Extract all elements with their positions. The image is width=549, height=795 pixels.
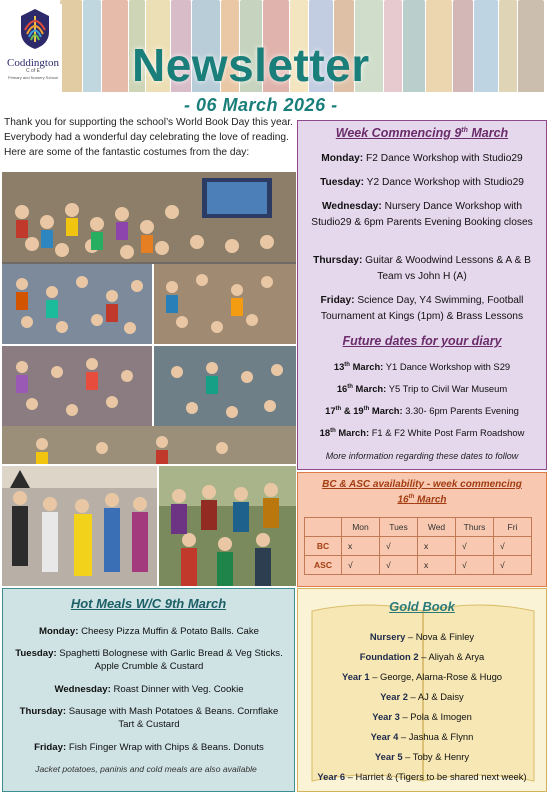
meal-item-tuesday: Tuesday: Spaghetti Bolognese with Garlic Bread & Veg Sticks. Apple Crumble & Custard <box>15 648 283 673</box>
gold-book-entry: Year 2 – AJ & Daisy <box>380 691 464 702</box>
week-item-monday: Monday: F2 Dance Workshop with Studio29 <box>321 153 523 164</box>
week-item-thursday: Thursday: Guitar & Woodwind Lessons & A & B Team vs John H (A) <box>313 255 531 282</box>
table-cell: √ <box>456 537 494 556</box>
future-date-item: 18th March: F1 & F2 White Post Farm Roadshow <box>319 427 525 438</box>
table-header: Tues <box>380 518 418 537</box>
table-header: Wed <box>418 518 456 537</box>
row-label: BC <box>305 537 342 556</box>
costume-photo-3 <box>159 466 296 586</box>
meal-item-monday: Monday: Cheesy Pizza Muffin & Potato Balls. Cake <box>38 626 260 637</box>
gold-book-entry: Year 1 – George, Alarna-Rose & Hugo <box>341 671 502 682</box>
meal-item-thursday: Thursday: Sausage with Mash Potatoes & Beans. Cornflake Tart & Custard <box>19 706 279 731</box>
page-title: Newsletter <box>132 39 370 91</box>
asc-title: BC & ASC availability - week commencing 16th March <box>322 479 522 506</box>
gold-book-entry: Year 6 – Harriet & (Tigers to be shared next week) <box>317 771 527 782</box>
costume-photo-collage <box>2 172 296 586</box>
future-date-item: 16th March: Y5 Trip to Civil War Museum <box>336 383 508 394</box>
table-header: Fri <box>494 518 532 537</box>
gold-book-entry: Year 3 – Pola & Imogen <box>372 711 472 722</box>
newsletter-header <box>0 0 549 92</box>
meals-title: Hot Meals W/C 9th March <box>70 596 227 611</box>
newsletter-date: - 06 March 2026 - <box>184 95 338 115</box>
costume-photo-1 <box>2 172 296 464</box>
future-dates-title: Future dates for your diary <box>342 334 502 348</box>
meal-item-friday: Friday: Fish Finger Wrap with Chips & Beans. Donuts <box>34 742 264 753</box>
row-label: ASC <box>305 556 342 575</box>
table-cell: x <box>342 537 380 556</box>
hot-meals-panel <box>2 588 295 792</box>
table-cell: √ <box>494 556 532 575</box>
gold-book-entry: Foundation 2 – Aliyah & Arya <box>359 651 485 662</box>
gold-book-title: Gold Book <box>389 599 455 614</box>
table-cell: x <box>418 537 456 556</box>
costume-photo-2 <box>2 466 157 586</box>
asc-table <box>304 517 532 575</box>
intro-text: Thank you for supporting the school’s World Book Day this year. Everybody had a wonderful day celebrating the love of reading. Here are some of the fantastic costumes from the day: <box>4 117 293 158</box>
table-cell: √ <box>380 537 418 556</box>
school-name: Coddington <box>7 57 59 69</box>
week-item-friday: Friday: Science Day, Y4 Swimming, Football Tournament at Kings (1pm) & Brass Lessons <box>320 295 524 322</box>
gold-book-entry: Year 5 – Toby & Henry <box>374 751 470 762</box>
future-dates-note: More information regarding these dates to follow <box>325 451 519 461</box>
gold-book-entry: Nursery – Nova & Finley <box>369 631 475 642</box>
table-cell: √ <box>456 556 494 575</box>
meal-item-wednesday: Wednesday: Roast Dinner with Veg. Cookie <box>54 684 244 695</box>
table-row <box>305 537 532 556</box>
table-cell: √ <box>380 556 418 575</box>
gold-book-entry: Year 4 – Jashua & Flynn <box>370 731 474 742</box>
school-sub: C of E <box>26 68 40 74</box>
table-corner <box>305 518 342 537</box>
bc-asc-availability-panel <box>297 472 547 587</box>
future-date-item: 17th & 19th March: 3.30- 6pm Parents Evening <box>325 405 519 416</box>
table-header: Mon <box>342 518 380 537</box>
school-tagline: Primary and Nursery School <box>7 75 59 80</box>
school-crest-icon <box>20 8 50 50</box>
school-logo <box>2 4 62 92</box>
meals-note: Jacket potatoes, paninis and cold meals are also available <box>35 764 257 774</box>
week-item-tuesday: Tuesday: Y2 Dance Workshop with Studio29 <box>320 177 524 188</box>
gold-book-panel <box>297 588 547 792</box>
table-cell: √ <box>494 537 532 556</box>
week-item-wednesday: Wednesday: Nursery Dance Workshop with Studio29 & 6pm Parents Evening Booking closes <box>311 201 533 228</box>
week-title: Week Commencing 9th March <box>335 126 509 140</box>
week-commencing-panel <box>297 120 547 470</box>
table-cell: √ <box>342 556 380 575</box>
table-row <box>305 556 532 575</box>
future-date-item: 13th March: Y1 Dance Workshop with S29 <box>333 361 511 372</box>
table-header: Thurs <box>456 518 494 537</box>
table-cell: x <box>418 556 456 575</box>
